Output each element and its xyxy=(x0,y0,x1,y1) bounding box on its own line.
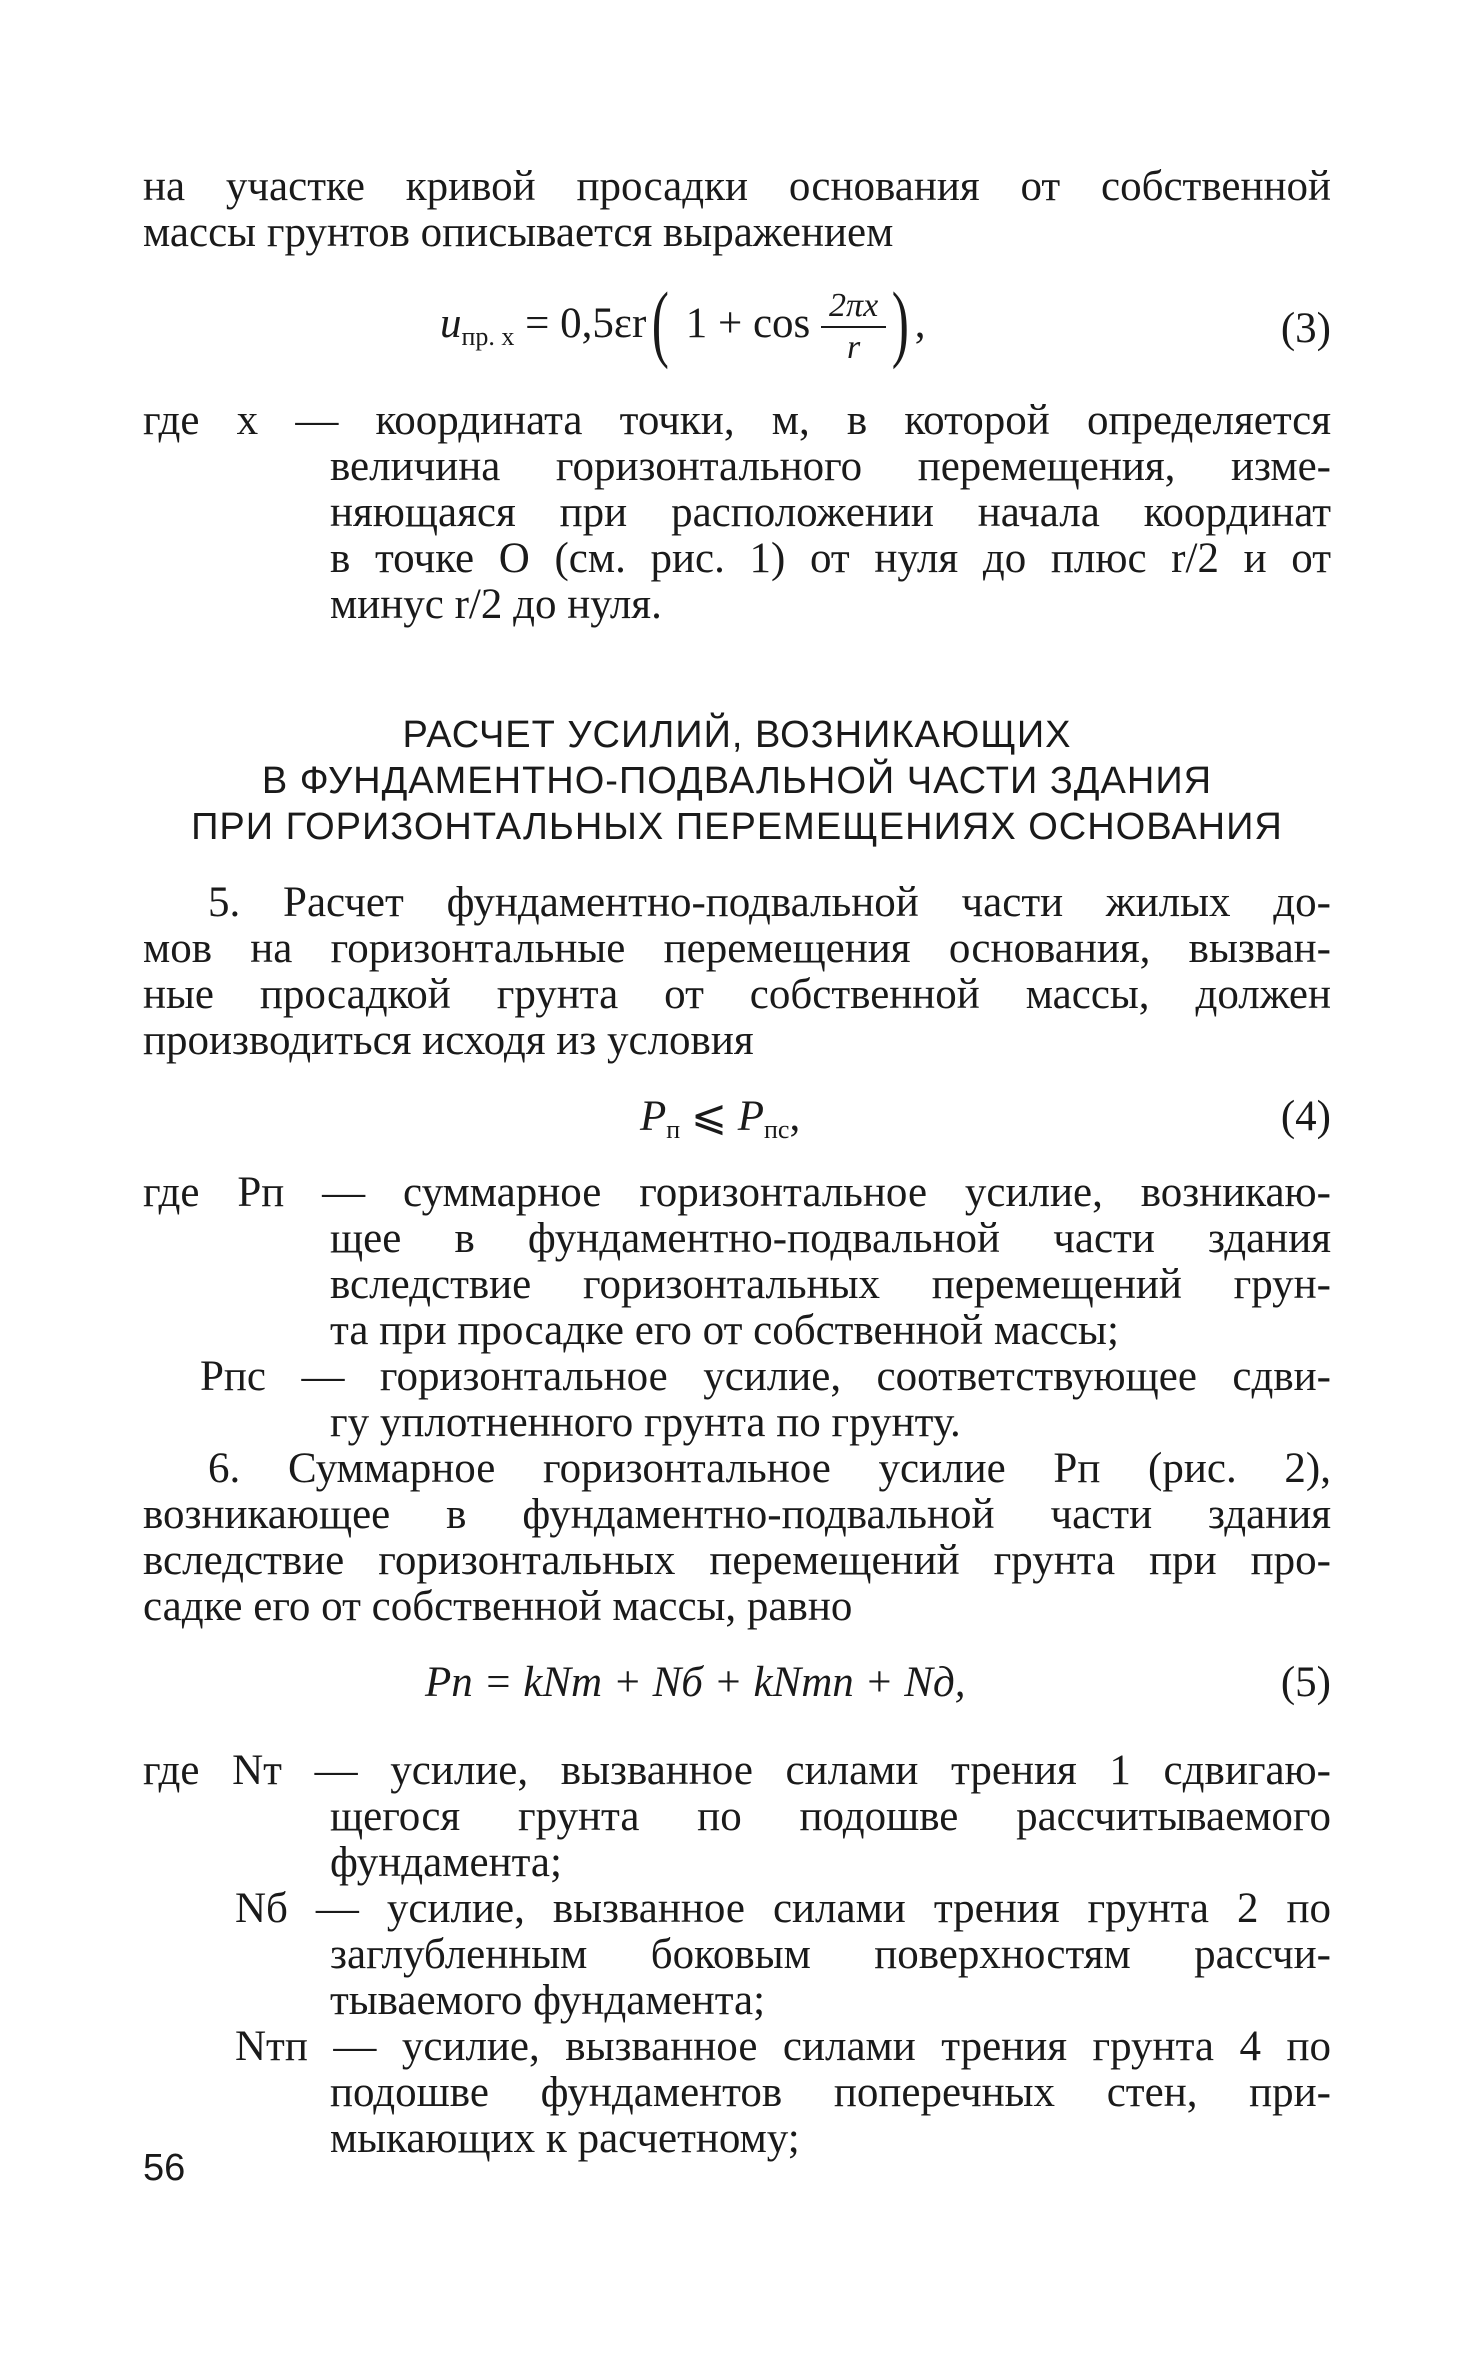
eq3-rhs-a: = 0,5εr xyxy=(525,299,647,347)
text-line: щегося грунта по подошве рассчитываемого xyxy=(330,1793,1331,1840)
eq3-frac-den: r xyxy=(846,329,861,366)
text-line: подошве фундаментов поперечных стен, при- xyxy=(330,2069,1331,2116)
eq3-fraction xyxy=(821,286,886,368)
text-line: та при просадке его от собственной массы; xyxy=(330,1307,1119,1354)
text-line: минус r/2 до нуля. xyxy=(330,581,662,628)
equation-4 xyxy=(640,1094,800,1153)
text-line: гу уплотненного грунта по грунту. xyxy=(330,1399,961,1446)
equation-number: (5) xyxy=(1280,1659,1331,1706)
equation-3: $u_{пр. x} = 0,5\varepsilon r$( 1 + cos $\frac{2\pi x}{r}$ ) , xyxy=(440,273,926,370)
text-line: 5. Расчет фундаментно-подвальной части жилых до- xyxy=(208,879,1331,926)
text-line: ные просадкой грунта от собственной массы, должен xyxy=(143,971,1331,1018)
section-heading: РАСЧЕТ УСИЛИЙ, ВОЗНИКАЮЩИХ xyxy=(402,714,1072,756)
text-line: Nтп — усилие, вызванное силами трения грунта 4 по xyxy=(235,2023,1331,2070)
text-line: мыкающих к расчетному; xyxy=(330,2115,800,2162)
eq3-tail: , xyxy=(914,299,926,347)
text-line: фундамента; xyxy=(330,1839,562,1886)
eq3-frac-num: 2πx xyxy=(821,286,886,328)
text-line: где x — координата точки, м, в которой определяется xyxy=(143,397,1331,444)
eq3-lhs: u xyxy=(440,299,462,347)
equation-5: Pп = kNт + Nб + kNтп + Nд, xyxy=(425,1659,966,1706)
eq4-sub-a: п xyxy=(666,1115,681,1144)
eq3-lhs-sub: пр. x xyxy=(461,321,515,351)
text-line: в точке O (см. рис. 1) от нуля до плюс r/2 и от xyxy=(330,535,1331,582)
section-heading: ПРИ ГОРИЗОНТАЛЬНЫХ ПЕРЕМЕЩЕНИЯХ ОСНОВАНИЯ xyxy=(191,806,1283,848)
equation-number: (3) xyxy=(1280,305,1331,352)
eq4-sub-b: пс xyxy=(764,1115,790,1144)
eq3-rhs-b: 1 + cos xyxy=(685,299,811,347)
text-line: Nб — усилие, вызванное силами трения грунта 2 по xyxy=(235,1885,1331,1932)
section-heading: В ФУНДАМЕНТНО-ПОДВАЛЬНОЙ ЧАСТИ ЗДАНИЯ xyxy=(261,760,1213,802)
text-line: садке его от собственной массы, равно xyxy=(143,1583,853,1630)
equation-number: (4) xyxy=(1280,1093,1331,1140)
text-line: 6. Суммарное горизонтальное усилие Pп (рис. 2), xyxy=(208,1445,1331,1492)
text-line: на участке кривой просадки основания от собственной xyxy=(143,163,1331,210)
text-line: мов на горизонтальные перемещения основания, вызван- xyxy=(143,925,1331,972)
text-line: производиться исходя из условия xyxy=(143,1017,754,1064)
text-line: тываемого фундамента; xyxy=(330,1977,766,2024)
text-line: щее в фундаментно-подвальной части здания xyxy=(330,1215,1331,1262)
text-line: заглубленным боковым поверхностям рассчи- xyxy=(330,1931,1331,1978)
text-line: где Pп — суммарное горизонтальное усилие, возникаю- xyxy=(143,1169,1331,1216)
text-line: Pпс — горизонтальное усилие, соответствующее сдви- xyxy=(200,1353,1331,1400)
text-line: возникающее в фундаментно-подвальной части здания xyxy=(143,1491,1331,1538)
text-line: вследствие горизонтальных перемещений грун- xyxy=(330,1261,1331,1308)
text-line: массы грунтов описывается выражением xyxy=(143,209,894,256)
text-line: няющаяся при расположении начала координат xyxy=(330,489,1331,536)
eq4-a: P xyxy=(640,1093,667,1140)
text-line: величина горизонтального перемещения, изме- xyxy=(330,443,1331,490)
page-number: 56 xyxy=(143,2147,186,2189)
text-line: где Nт — усилие, вызванное силами трения 1 сдвигаю- xyxy=(143,1747,1331,1794)
eq4-op: ⩽ xyxy=(680,1093,738,1140)
eq4-b: P xyxy=(737,1093,765,1140)
text-line: вследствие горизонтальных перемещений грунта при про- xyxy=(143,1537,1331,1584)
eq4-tail: , xyxy=(789,1093,801,1140)
